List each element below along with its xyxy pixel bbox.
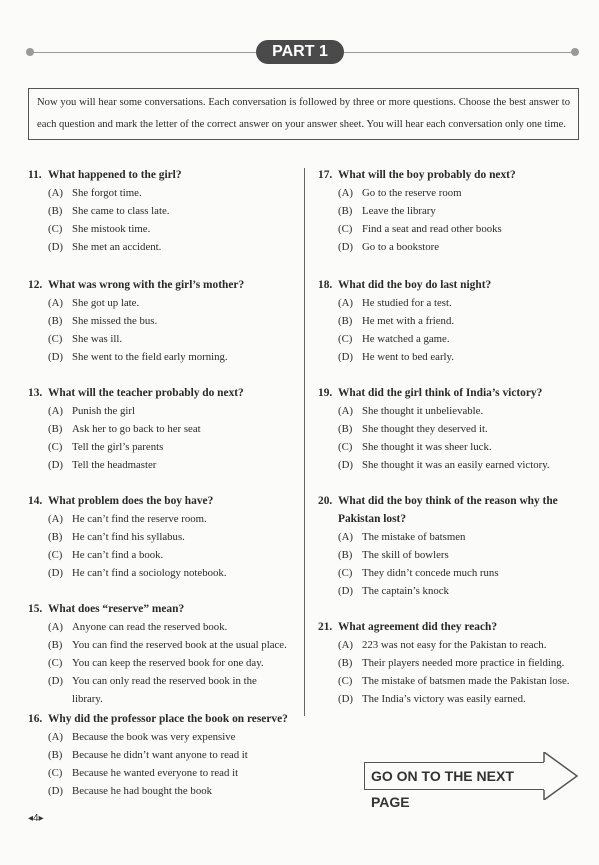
option-text: She thought it unbelievable. bbox=[362, 405, 484, 417]
option-letter: (B) bbox=[48, 531, 63, 543]
question bbox=[318, 384, 580, 474]
option-text: He can’t find his syllabus. bbox=[72, 531, 185, 543]
question bbox=[28, 384, 290, 474]
answer-option bbox=[28, 220, 290, 238]
answer-option bbox=[28, 438, 290, 456]
option-text: Find a seat and read other books bbox=[362, 223, 502, 235]
question bbox=[318, 618, 580, 708]
option-text: Go to the reserve room bbox=[362, 187, 462, 199]
answer-option bbox=[318, 438, 580, 456]
question-text: What did the girl think of India’s victory? bbox=[338, 387, 543, 399]
option-text: Go to a bookstore bbox=[362, 241, 440, 253]
part-badge: PART 1 bbox=[256, 40, 344, 64]
answer-option bbox=[318, 636, 580, 654]
answer-option bbox=[318, 672, 580, 690]
answer-option bbox=[318, 238, 580, 256]
answer-option bbox=[28, 510, 290, 528]
option-letter: (A) bbox=[48, 297, 63, 309]
answer-option bbox=[28, 456, 290, 474]
option-text: She came to class late. bbox=[72, 205, 170, 217]
option-letter: (A) bbox=[338, 639, 353, 651]
question-text: What problem does the boy have? bbox=[48, 495, 214, 507]
option-text: She thought it was sheer luck. bbox=[362, 441, 492, 453]
option-text: He went to bed early. bbox=[362, 351, 454, 363]
option-text: She mistook time. bbox=[72, 223, 151, 235]
option-text: She got up late. bbox=[72, 297, 140, 309]
question-text: What was wrong with the girl’s mother? bbox=[48, 279, 245, 291]
question-stem bbox=[28, 166, 290, 184]
question bbox=[318, 276, 580, 366]
question-stem bbox=[28, 492, 290, 510]
question bbox=[318, 166, 580, 256]
question-text: What agreement did they reach? bbox=[338, 621, 498, 633]
answer-option bbox=[28, 618, 290, 636]
option-letter: (C) bbox=[48, 549, 63, 561]
option-text: He can’t find the reserve room. bbox=[72, 513, 207, 525]
option-letter: (A) bbox=[338, 531, 353, 543]
question-number: 15. bbox=[28, 603, 43, 615]
option-letter: (D) bbox=[48, 785, 63, 797]
option-letter: (A) bbox=[48, 187, 63, 199]
option-text: She forgot time. bbox=[72, 187, 142, 199]
answer-option bbox=[318, 654, 580, 672]
question-stem bbox=[318, 166, 580, 184]
option-letter: (D) bbox=[338, 585, 353, 597]
question-number: 11. bbox=[28, 169, 42, 181]
question-text: What did the boy do last night? bbox=[338, 279, 492, 291]
question-text: What happened to the girl? bbox=[48, 169, 182, 181]
question bbox=[318, 492, 580, 600]
option-text: 223 was not easy for the Pakistan to reach. bbox=[362, 639, 547, 651]
answer-option bbox=[318, 220, 580, 238]
option-letter: (A) bbox=[48, 621, 63, 633]
option-text: The India’s victory was easily earned. bbox=[362, 693, 526, 705]
option-text: Punish the girl bbox=[72, 405, 135, 417]
option-text: The skill of bowlers bbox=[362, 549, 449, 561]
option-letter: (C) bbox=[338, 567, 353, 579]
answer-option bbox=[318, 528, 580, 546]
question-number: 19. bbox=[318, 387, 333, 399]
answer-option bbox=[28, 348, 290, 366]
question bbox=[28, 166, 290, 256]
answer-option bbox=[28, 238, 290, 256]
option-text: He can’t find a book. bbox=[72, 549, 164, 561]
option-text: You can find the reserved book at the usual place. bbox=[72, 639, 287, 651]
option-text: You can only read the reserved book in the library. bbox=[72, 675, 257, 705]
answer-option bbox=[28, 202, 290, 220]
answer-option bbox=[28, 782, 290, 800]
option-text: He can’t find a sociology notebook. bbox=[72, 567, 227, 579]
answer-option bbox=[318, 456, 580, 474]
question bbox=[28, 276, 290, 366]
option-text: Ask her to go back to her seat bbox=[72, 423, 201, 435]
question-stem bbox=[318, 384, 580, 402]
option-letter: (B) bbox=[338, 657, 353, 669]
question-number: 18. bbox=[318, 279, 333, 291]
option-text: Their players needed more practice in fielding. bbox=[362, 657, 565, 669]
answer-option bbox=[28, 636, 290, 654]
answer-option bbox=[28, 420, 290, 438]
question-stem bbox=[28, 276, 290, 294]
option-letter: (C) bbox=[48, 441, 63, 453]
option-text: She met an accident. bbox=[72, 241, 162, 253]
header-rule-dot-right bbox=[571, 48, 579, 56]
header-rule-dot-left bbox=[26, 48, 34, 56]
answer-option bbox=[28, 564, 290, 582]
question-text: What does “reserve” mean? bbox=[48, 603, 185, 615]
option-letter: (A) bbox=[338, 297, 353, 309]
answer-option bbox=[28, 546, 290, 564]
question bbox=[28, 600, 290, 708]
answer-option bbox=[28, 654, 290, 672]
option-text: Tell the headmaster bbox=[72, 459, 157, 471]
option-letter: (C) bbox=[338, 441, 353, 453]
option-letter: (D) bbox=[48, 567, 63, 579]
option-letter: (B) bbox=[48, 749, 63, 761]
answer-option bbox=[318, 312, 580, 330]
option-letter: (C) bbox=[338, 223, 353, 235]
answer-option bbox=[318, 690, 580, 708]
answer-option bbox=[28, 402, 290, 420]
option-letter: (A) bbox=[48, 513, 63, 525]
answer-option bbox=[28, 764, 290, 782]
option-text: You can keep the reserved book for one day. bbox=[72, 657, 264, 669]
question-number: 21. bbox=[318, 621, 333, 633]
question-text: What did the boy think of the reason why the Pakistan lost? bbox=[338, 495, 558, 525]
option-text: She thought it was an easily earned victory. bbox=[362, 459, 550, 471]
answer-option bbox=[318, 294, 580, 312]
answer-option bbox=[28, 312, 290, 330]
answer-option bbox=[28, 528, 290, 546]
option-letter: (D) bbox=[48, 675, 63, 687]
option-text: She thought they deserved it. bbox=[362, 423, 488, 435]
option-text: He met with a friend. bbox=[362, 315, 455, 327]
option-letter: (C) bbox=[48, 657, 63, 669]
next-page-button[interactable]: GO ON TO THE NEXT PAGE bbox=[364, 762, 544, 790]
option-letter: (B) bbox=[338, 315, 353, 327]
option-letter: (D) bbox=[338, 459, 353, 471]
question bbox=[28, 492, 290, 582]
question-number: 17. bbox=[318, 169, 333, 181]
answer-option bbox=[318, 582, 580, 600]
option-text: Tell the girl’s parents bbox=[72, 441, 164, 453]
option-text: Because he wanted everyone to read it bbox=[72, 767, 239, 779]
question-stem bbox=[318, 618, 580, 636]
option-letter: (C) bbox=[48, 767, 63, 779]
option-letter: (A) bbox=[338, 405, 353, 417]
question bbox=[28, 710, 290, 800]
option-letter: (B) bbox=[48, 205, 63, 217]
answer-option bbox=[28, 672, 290, 708]
option-text: Because he didn’t want anyone to read it bbox=[72, 749, 248, 761]
option-letter: (B) bbox=[338, 549, 353, 561]
question-text: What will the teacher probably do next? bbox=[48, 387, 244, 399]
answer-option bbox=[28, 294, 290, 312]
option-text: He studied for a test. bbox=[362, 297, 452, 309]
option-letter: (C) bbox=[338, 675, 353, 687]
answer-option bbox=[28, 184, 290, 202]
option-letter: (C) bbox=[48, 223, 63, 235]
option-letter: (D) bbox=[48, 241, 63, 253]
option-letter: (A) bbox=[48, 405, 63, 417]
option-letter: (B) bbox=[338, 423, 353, 435]
option-letter: (A) bbox=[338, 187, 353, 199]
option-letter: (B) bbox=[338, 205, 353, 217]
option-letter: (A) bbox=[48, 731, 63, 743]
option-text: Because the book was very expensive bbox=[72, 731, 236, 743]
option-letter: (D) bbox=[338, 351, 353, 363]
question-stem bbox=[318, 492, 580, 528]
option-text: She went to the field early morning. bbox=[72, 351, 228, 363]
question-number: 16. bbox=[28, 713, 43, 725]
answer-option bbox=[318, 546, 580, 564]
question-stem bbox=[28, 384, 290, 402]
option-letter: (D) bbox=[48, 351, 63, 363]
question-stem bbox=[28, 710, 290, 728]
option-letter: (B) bbox=[48, 315, 63, 327]
column-divider bbox=[304, 168, 305, 716]
option-text: She was ill. bbox=[72, 333, 123, 345]
option-letter: (D) bbox=[48, 459, 63, 471]
option-text: They didn’t concede much runs bbox=[362, 567, 499, 579]
question-number: 20. bbox=[318, 495, 333, 507]
option-text: He watched a game. bbox=[362, 333, 450, 345]
answer-option bbox=[28, 330, 290, 348]
option-text: The mistake of batsmen made the Pakistan lose. bbox=[362, 675, 570, 687]
option-text: Leave the library bbox=[362, 205, 436, 217]
option-letter: (D) bbox=[338, 241, 353, 253]
question-text: What will the boy probably do next? bbox=[338, 169, 516, 181]
option-letter: (C) bbox=[48, 333, 63, 345]
option-letter: (B) bbox=[48, 639, 63, 651]
option-text: Because he had bought the book bbox=[72, 785, 213, 797]
question-stem bbox=[28, 600, 290, 618]
answer-option bbox=[318, 564, 580, 582]
option-letter: (D) bbox=[338, 693, 353, 705]
option-letter: (C) bbox=[338, 333, 353, 345]
answer-option bbox=[28, 728, 290, 746]
instructions-box: Now you will hear some conversations. Each conversation is followed by three or more questions. Choose the best answer to each question and mark the letter of the correct answer on your answer sheet. You will hear each conversation only one time. bbox=[28, 88, 579, 140]
answer-option bbox=[318, 420, 580, 438]
option-letter: (B) bbox=[48, 423, 63, 435]
answer-option bbox=[318, 330, 580, 348]
option-text: She missed the bus. bbox=[72, 315, 158, 327]
question-number: 14. bbox=[28, 495, 43, 507]
answer-option bbox=[318, 202, 580, 220]
option-text: Anyone can read the reserved book. bbox=[72, 621, 228, 633]
question-number: 13. bbox=[28, 387, 43, 399]
question-stem bbox=[318, 276, 580, 294]
question-text: Why did the professor place the book on reserve? bbox=[48, 713, 288, 725]
question-number: 12. bbox=[28, 279, 43, 291]
option-text: The mistake of batsmen bbox=[362, 531, 466, 543]
answer-option bbox=[318, 402, 580, 420]
arrow-right-icon bbox=[543, 752, 579, 800]
answer-option bbox=[318, 348, 580, 366]
answer-option bbox=[28, 746, 290, 764]
option-text: The captain’s knock bbox=[362, 585, 449, 597]
answer-option bbox=[318, 184, 580, 202]
page-number: ◂4▸ bbox=[28, 813, 44, 824]
